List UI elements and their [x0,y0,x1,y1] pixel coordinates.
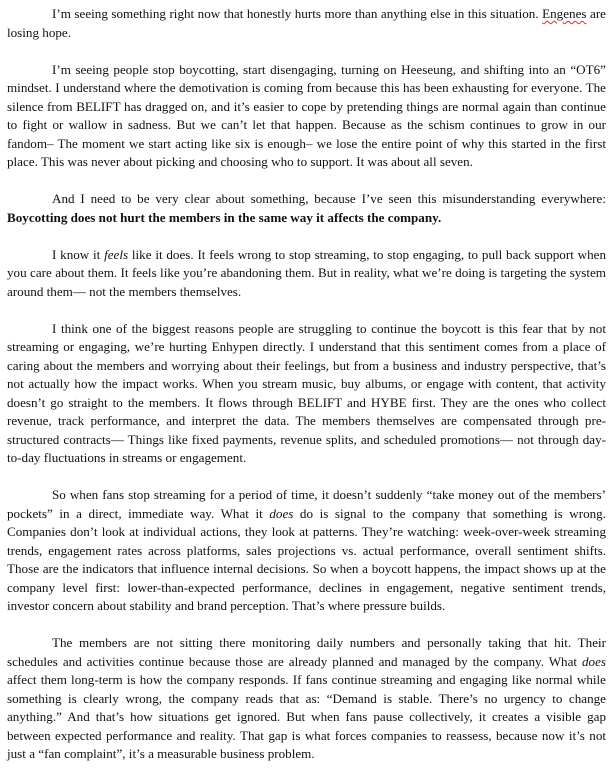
paragraph-1-text: I’m seeing something right now that honestly hurts more than anything else in this situation. [52,6,543,21]
emphasis-does: does [269,505,294,521]
paragraph-4 [7,246,606,302]
paragraph-1 [7,5,606,42]
paragraph-3-text: And I need to be very clear about something, because I’ve seen this misunderstanding everywhere: [52,191,606,206]
paragraph-2: I’m seeing people stop boycotting, start disengaging, turning on Heeseung, and shifting into an “OT6” mindset. I understand where the demotivation is coming from because this has been exhausting for everyone. The silence from BELIFT has dragged on, and it’s easier to cope by pretending things are normal again than continue to fight or wallow in sadness. But we can’t let that happen. Because as the schism continues to grow in our fandom– The moment we start acting like six is enough– we lose the entire point of why this started in the first place. This was never about picking and choosing who to support. It was about all seven. [7,61,606,169]
paragraph-6-text: So when fans stop streaming for a period of time, it doesn’t suddenly “take money out of the members’ pockets” in a direct, immediate way. What it [7,487,606,521]
bold-statement: Boycotting does not hurt the members in the same way it affects the company. [7,209,442,225]
misspelled-word[interactable]: Engenes [542,6,587,21]
paragraph-6-text-end: do is signal to the company that something is wrong. Companies don’t look at individual actions, they look at patterns. They’re watching: week-over-week streaming trends, engagement rates across platforms, sales projections vs. actual performance, overall sentiment shifts. Those are the indicators that influence internal decisions. So when a boycott happens, the impact shows up at the company level first: lower-than-expected performance, declines in engagement, negative sentiment trends, investor concern about stability and brand perception. That’s where pressure builds. [7,505,606,613]
paragraph-7 [7,634,606,764]
paragraph-5: I think one of the biggest reasons people are struggling to continue the boycott is this fear that by not streaming or engaging, we’re hurting Enhypen directly. I understand that this sentiment comes from a place of caring about the members and worrying about their feelings, but from a business and industry perspective, that’s not actually how the impact works. When you stream music, buy albums, or engage with content, that activity doesn’t go straight to the members. It flows through BELIFT and HYBE first. They are the ones who collect revenue, track performance, and interpret the data. The members themselves are compensated through pre-structured contracts— Things like fixed payments, revenue splits, and scheduled promotions— not through day-to-day fluctuations in streams or engagement. [7,320,606,465]
paragraph-1-text-end: are losing hope. [7,6,606,40]
emphasis-does-2: does [581,653,606,669]
paragraph-4-text-end: like it does. It feels wrong to stop streaming, to stop engaging, to pull back support when you care about them. It feels like you’re abandoning them. But in reality, what we’re doing is targeting the system around them— not the members themselves. [7,246,606,299]
paragraph-7-text: The members are not sitting there monitoring daily numbers and personally taking that hit. Their schedules and activities continue because those are already planned and managed by the company. What [7,635,606,669]
paragraph-4-text: I know it [52,246,105,262]
paragraph-6 [7,486,606,616]
paragraph-7-text-end: affect them long-term is how the company responds. If fans continue streaming and engaging like normal while something is clearly wrong, the company reads that as: “Demand is stable. There’s no urgency to change anything.” And that’s how situations get ignored. But when fans pause collectively, it creates a visible gap between expected performance and reality. That gap is what forces companies to reassess, because now it’s not just a “fan complaint”, it’s a measurable business problem. [7,672,606,761]
paragraph-3 [7,190,606,227]
emphasis-feels: feels [104,246,129,262]
